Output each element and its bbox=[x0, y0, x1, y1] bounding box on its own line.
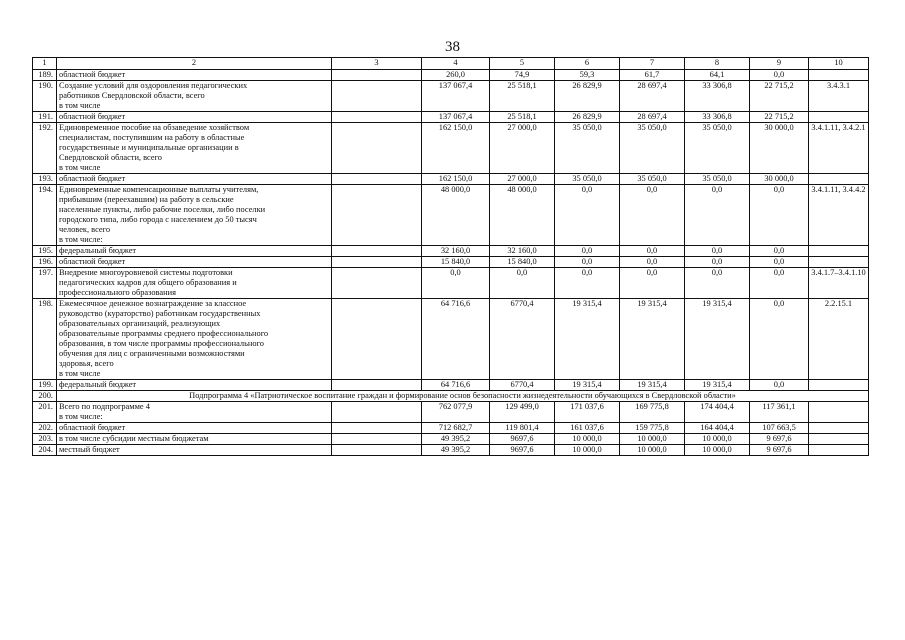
row-value: 10 000,0 bbox=[685, 445, 750, 456]
row-value: 0,0 bbox=[750, 70, 809, 81]
row-value: 64 716,6 bbox=[422, 380, 490, 391]
row-col3 bbox=[332, 402, 422, 423]
description-line: областной бюджет bbox=[59, 174, 126, 183]
row-value: 25 518,1 bbox=[490, 112, 555, 123]
row-value: 129 499,0 bbox=[490, 402, 555, 423]
row-col3 bbox=[332, 246, 422, 257]
row-value: 9697,6 bbox=[490, 434, 555, 445]
row-value: 9 697,6 bbox=[750, 434, 809, 445]
description-line: в том числе bbox=[59, 369, 101, 378]
table-row bbox=[33, 123, 869, 174]
row-value: 30 000,0 bbox=[750, 123, 809, 174]
row-value: 10 000,0 bbox=[620, 434, 685, 445]
row-value: 260,0 bbox=[422, 70, 490, 81]
row-value: 6770,4 bbox=[490, 299, 555, 380]
description-line: образовательные программы среднего профессионального bbox=[59, 329, 269, 338]
row-value: 33 306,8 bbox=[685, 112, 750, 123]
column-header: 7 bbox=[620, 58, 685, 70]
row-value: 33 306,8 bbox=[685, 81, 750, 112]
row-number: 202. bbox=[33, 423, 57, 434]
table-row bbox=[33, 402, 869, 423]
description-line: в том числе: bbox=[59, 412, 103, 421]
row-number: 196. bbox=[33, 257, 57, 268]
row-number: 203. bbox=[33, 434, 57, 445]
row-value: 32 160,0 bbox=[490, 246, 555, 257]
column-header: 5 bbox=[490, 58, 555, 70]
row-value: 10 000,0 bbox=[685, 434, 750, 445]
description-line: населенные пункты, либо рабочие поселки, либо поселки bbox=[59, 205, 266, 214]
column-header: 4 bbox=[422, 58, 490, 70]
description-line: Ежемесячное денежное вознаграждение за классное bbox=[59, 299, 247, 308]
table-row bbox=[33, 70, 869, 81]
row-number: 201. bbox=[33, 402, 57, 423]
description-line: Единовременные компенсационные выплаты учителям, bbox=[59, 185, 259, 194]
row-col3 bbox=[332, 299, 422, 380]
row-value: 19 315,4 bbox=[620, 380, 685, 391]
description-line: прибывшим (переехавшим) на работу в сельские bbox=[59, 195, 234, 204]
row-col3 bbox=[332, 112, 422, 123]
row-value: 19 315,4 bbox=[555, 380, 620, 391]
description-line: городского типа, либо города с населением до 50 тысяч bbox=[59, 215, 257, 224]
description-line: федеральный бюджет bbox=[59, 380, 137, 389]
row-description bbox=[57, 299, 332, 380]
row-value: 0,0 bbox=[685, 246, 750, 257]
row-value: 19 315,4 bbox=[685, 380, 750, 391]
row-value: 0,0 bbox=[750, 299, 809, 380]
row-number: 189. bbox=[33, 70, 57, 81]
description-line: федеральный бюджет bbox=[59, 246, 137, 255]
row-value: 0,0 bbox=[620, 268, 685, 299]
row-value: 0,0 bbox=[685, 185, 750, 246]
description-line: образования, в том числе программы профессионального bbox=[59, 339, 264, 348]
row-reference bbox=[809, 174, 869, 185]
description-line: специалистам, поступившим на работу в областные bbox=[59, 133, 245, 142]
row-value: 15 840,0 bbox=[422, 257, 490, 268]
row-number: 197. bbox=[33, 268, 57, 299]
row-reference bbox=[809, 402, 869, 423]
table-row bbox=[33, 112, 869, 123]
description-line: образовательных организаций, реализующих bbox=[59, 319, 221, 328]
row-value: 117 361,1 bbox=[750, 402, 809, 423]
description-line: человек, всего bbox=[59, 225, 111, 234]
subprogram-row bbox=[33, 391, 869, 402]
row-value: 19 315,4 bbox=[620, 299, 685, 380]
row-value: 0,0 bbox=[422, 268, 490, 299]
row-value: 61,7 bbox=[620, 70, 685, 81]
column-header: 9 bbox=[750, 58, 809, 70]
row-value: 162 150,0 bbox=[422, 174, 490, 185]
row-col3 bbox=[332, 434, 422, 445]
column-header-row bbox=[33, 58, 869, 70]
row-value: 0,0 bbox=[750, 257, 809, 268]
row-reference bbox=[809, 434, 869, 445]
row-value: 19 315,4 bbox=[555, 299, 620, 380]
row-value: 35 050,0 bbox=[620, 174, 685, 185]
row-value: 119 801,4 bbox=[490, 423, 555, 434]
description-line: областной бюджет bbox=[59, 257, 126, 266]
table-row bbox=[33, 174, 869, 185]
row-value: 35 050,0 bbox=[555, 123, 620, 174]
row-value: 137 067,4 bbox=[422, 81, 490, 112]
row-number: 193. bbox=[33, 174, 57, 185]
column-header: 6 bbox=[555, 58, 620, 70]
row-number: 195. bbox=[33, 246, 57, 257]
table-row bbox=[33, 81, 869, 112]
table-row bbox=[33, 423, 869, 434]
row-reference bbox=[809, 246, 869, 257]
description-line: в том числе bbox=[59, 101, 101, 110]
row-value: 161 037,6 bbox=[555, 423, 620, 434]
table-row bbox=[33, 268, 869, 299]
row-number: 191. bbox=[33, 112, 57, 123]
row-description bbox=[57, 257, 332, 268]
row-col3 bbox=[332, 123, 422, 174]
description-line: областной бюджет bbox=[59, 112, 126, 121]
table-row bbox=[33, 185, 869, 246]
row-value: 26 829,9 bbox=[555, 112, 620, 123]
row-value: 59,3 bbox=[555, 70, 620, 81]
row-value: 9697,6 bbox=[490, 445, 555, 456]
row-number: 198. bbox=[33, 299, 57, 380]
description-line: в том числе bbox=[59, 163, 101, 172]
row-number: 192. bbox=[33, 123, 57, 174]
row-value: 0,0 bbox=[490, 268, 555, 299]
table-row bbox=[33, 434, 869, 445]
row-value: 9 697,6 bbox=[750, 445, 809, 456]
row-value: 27 000,0 bbox=[490, 123, 555, 174]
row-value: 48 000,0 bbox=[490, 185, 555, 246]
description-line: Создание условий для оздоровления педагогических bbox=[59, 81, 248, 90]
row-col3 bbox=[332, 445, 422, 456]
row-value: 35 050,0 bbox=[620, 123, 685, 174]
row-value: 0,0 bbox=[555, 246, 620, 257]
row-value: 64,1 bbox=[685, 70, 750, 81]
row-value: 0,0 bbox=[750, 246, 809, 257]
row-value: 25 518,1 bbox=[490, 81, 555, 112]
row-col3 bbox=[332, 268, 422, 299]
row-value: 171 037,6 bbox=[555, 402, 620, 423]
row-value: 162 150,0 bbox=[422, 123, 490, 174]
row-reference: 3.4.3.1 bbox=[809, 81, 869, 112]
row-number: 204. bbox=[33, 445, 57, 456]
row-col3 bbox=[332, 174, 422, 185]
row-value: 0,0 bbox=[620, 185, 685, 246]
row-value: 49 395,2 bbox=[422, 434, 490, 445]
row-value: 64 716,6 bbox=[422, 299, 490, 380]
table-row bbox=[33, 380, 869, 391]
row-col3 bbox=[332, 380, 422, 391]
row-value: 35 050,0 bbox=[685, 123, 750, 174]
description-line: педагогических кадров для общего образования и bbox=[59, 278, 237, 287]
row-reference bbox=[809, 423, 869, 434]
row-value: 74,9 bbox=[490, 70, 555, 81]
row-reference: 3.4.1.11, 3.4.2.1 bbox=[809, 123, 869, 174]
row-value: 22 715,2 bbox=[750, 81, 809, 112]
row-description bbox=[57, 434, 332, 445]
description-line: Единовременное пособие на обзаведение хозяйством bbox=[59, 123, 250, 132]
subprogram-title: Подпрограмма 4 «Патриотическое воспитание граждан и формирование основ безопасности жизнедеятельности обучающихся в Свердловской области» bbox=[57, 391, 869, 402]
row-value: 10 000,0 bbox=[555, 445, 620, 456]
row-number: 200. bbox=[33, 391, 57, 402]
column-header: 2 bbox=[57, 58, 332, 70]
row-number: 194. bbox=[33, 185, 57, 246]
row-value: 0,0 bbox=[555, 257, 620, 268]
row-value: 0,0 bbox=[685, 268, 750, 299]
row-value: 27 000,0 bbox=[490, 174, 555, 185]
description-line: здоровья, всего bbox=[59, 359, 114, 368]
description-line: областной бюджет bbox=[59, 423, 126, 432]
column-header: 8 bbox=[685, 58, 750, 70]
row-reference bbox=[809, 70, 869, 81]
row-value: 107 663,5 bbox=[750, 423, 809, 434]
column-header: 10 bbox=[809, 58, 869, 70]
column-header: 1 bbox=[33, 58, 57, 70]
description-line: в том числе субсидии местным бюджетам bbox=[59, 434, 209, 443]
description-line: Внедрение многоуровневой системы подготовки bbox=[59, 268, 233, 277]
table-row bbox=[33, 299, 869, 380]
row-value: 35 050,0 bbox=[555, 174, 620, 185]
budget-table bbox=[32, 57, 869, 456]
row-reference bbox=[809, 445, 869, 456]
row-description bbox=[57, 423, 332, 434]
row-reference bbox=[809, 112, 869, 123]
row-reference bbox=[809, 257, 869, 268]
row-description bbox=[57, 246, 332, 257]
row-description bbox=[57, 402, 332, 423]
row-value: 0,0 bbox=[750, 268, 809, 299]
description-line: государственные и муниципальные организации в bbox=[59, 143, 239, 152]
row-value: 32 160,0 bbox=[422, 246, 490, 257]
row-value: 0,0 bbox=[620, 246, 685, 257]
row-reference: 3.4.1.11, 3.4.4.2 bbox=[809, 185, 869, 246]
row-value: 0,0 bbox=[555, 268, 620, 299]
row-value: 0,0 bbox=[555, 185, 620, 246]
row-description bbox=[57, 380, 332, 391]
row-value: 169 775,8 bbox=[620, 402, 685, 423]
row-col3 bbox=[332, 70, 422, 81]
row-description bbox=[57, 70, 332, 81]
row-value: 164 404,4 bbox=[685, 423, 750, 434]
description-line: Всего по подпрограмме 4 bbox=[59, 402, 150, 411]
description-line: работников Свердловской области, всего bbox=[59, 91, 205, 100]
row-value: 22 715,2 bbox=[750, 112, 809, 123]
row-col3 bbox=[332, 423, 422, 434]
row-value: 0,0 bbox=[750, 380, 809, 391]
row-value: 30 000,0 bbox=[750, 174, 809, 185]
description-line: местный бюджет bbox=[59, 445, 120, 454]
row-description bbox=[57, 174, 332, 185]
row-value: 15 840,0 bbox=[490, 257, 555, 268]
row-col3 bbox=[332, 81, 422, 112]
row-value: 0,0 bbox=[620, 257, 685, 268]
row-value: 10 000,0 bbox=[555, 434, 620, 445]
row-value: 159 775,8 bbox=[620, 423, 685, 434]
row-value: 49 395,2 bbox=[422, 445, 490, 456]
column-header: 3 bbox=[332, 58, 422, 70]
description-line: профессионального образования bbox=[59, 288, 176, 297]
row-value: 26 829,9 bbox=[555, 81, 620, 112]
row-number: 190. bbox=[33, 81, 57, 112]
row-value: 19 315,4 bbox=[685, 299, 750, 380]
description-line: Свердловской области, всего bbox=[59, 153, 162, 162]
row-reference bbox=[809, 380, 869, 391]
row-value: 137 067,4 bbox=[422, 112, 490, 123]
description-line: областной бюджет bbox=[59, 70, 126, 79]
row-description bbox=[57, 123, 332, 174]
description-line: руководство (кураторство) работникам государственных bbox=[59, 309, 261, 318]
description-line: в том числе: bbox=[59, 235, 103, 244]
table-row bbox=[33, 445, 869, 456]
row-value: 35 050,0 bbox=[685, 174, 750, 185]
row-col3 bbox=[332, 257, 422, 268]
row-value: 0,0 bbox=[750, 185, 809, 246]
row-value: 174 404,4 bbox=[685, 402, 750, 423]
row-col3 bbox=[332, 185, 422, 246]
row-value: 28 697,4 bbox=[620, 112, 685, 123]
row-description bbox=[57, 268, 332, 299]
table-row bbox=[33, 257, 869, 268]
page-number: 38 bbox=[445, 39, 460, 55]
row-description bbox=[57, 185, 332, 246]
row-reference: 2.2.15.1 bbox=[809, 299, 869, 380]
row-number: 199. bbox=[33, 380, 57, 391]
row-value: 712 682,7 bbox=[422, 423, 490, 434]
row-value: 6770,4 bbox=[490, 380, 555, 391]
table-row bbox=[33, 246, 869, 257]
row-value: 10 000,0 bbox=[620, 445, 685, 456]
row-value: 762 077,9 bbox=[422, 402, 490, 423]
row-description bbox=[57, 112, 332, 123]
row-reference: 3.4.1.7–3.4.1.10 bbox=[809, 268, 869, 299]
row-description bbox=[57, 445, 332, 456]
row-value: 48 000,0 bbox=[422, 185, 490, 246]
row-value: 28 697,4 bbox=[620, 81, 685, 112]
row-value: 0,0 bbox=[685, 257, 750, 268]
description-line: обучения для лиц с ограниченными возможностями bbox=[59, 349, 245, 358]
row-description bbox=[57, 81, 332, 112]
